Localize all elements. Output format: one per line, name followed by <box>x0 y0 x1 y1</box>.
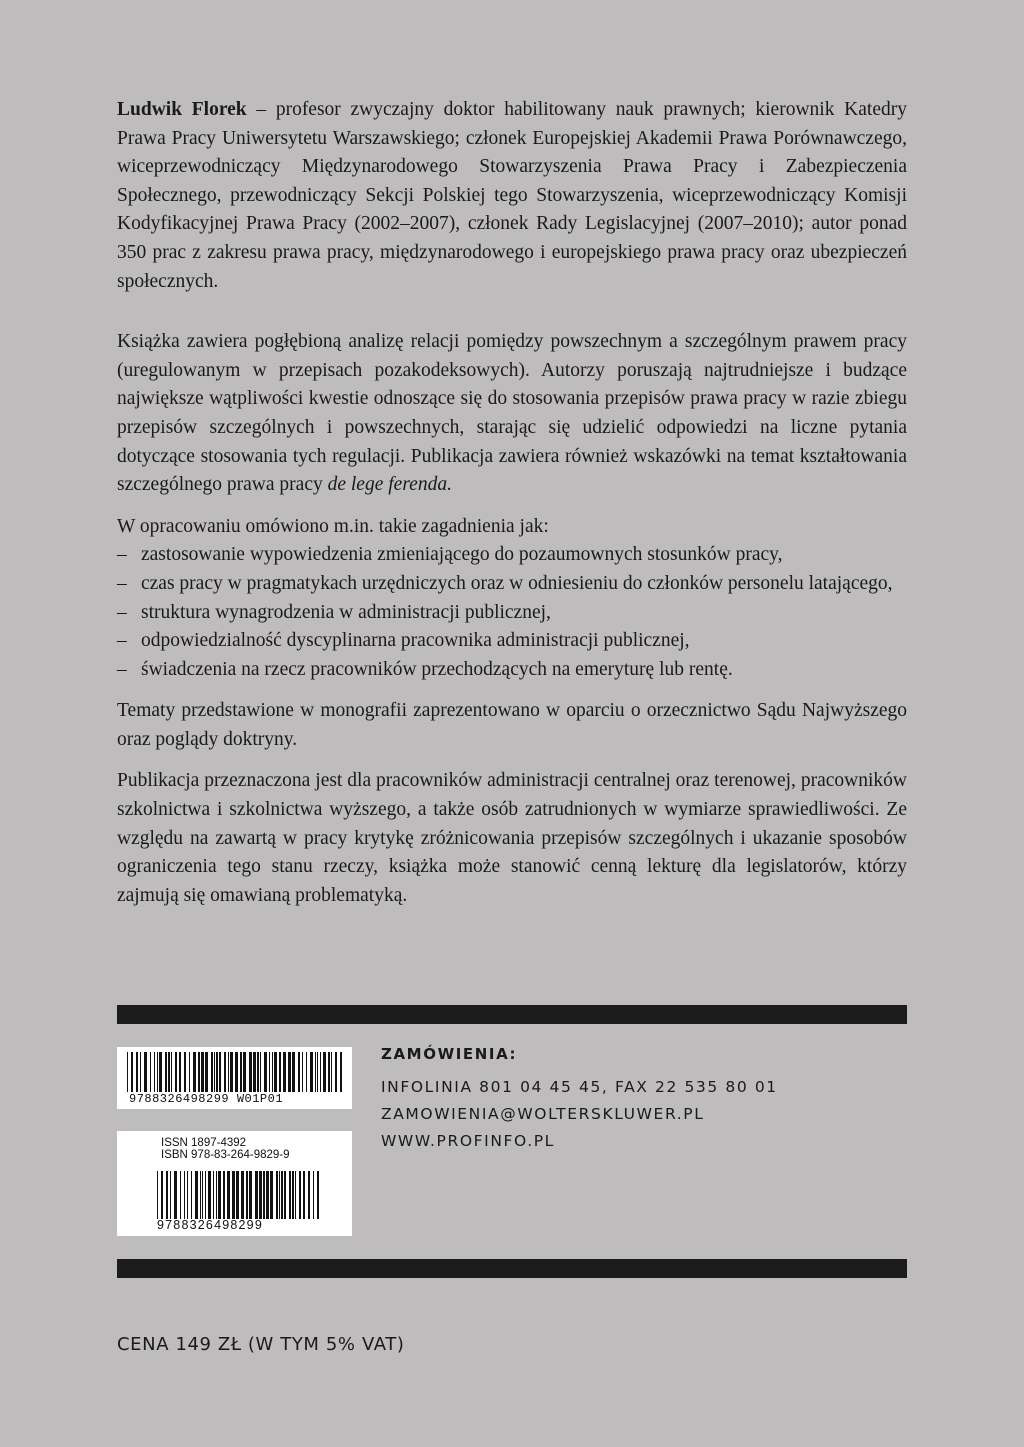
topics-list <box>117 541 907 684</box>
price-label: CENA 149 ZŁ (W TYM 5% VAT) <box>117 1334 405 1355</box>
topic-item: – odpowiedzialność dyscyplinarna pracownika administracji publicznej, <box>117 627 907 656</box>
divider-bar-top <box>117 1005 907 1024</box>
isbn-label: ISBN 978-83-264-9829-9 <box>161 1149 290 1161</box>
topic-item: – świadczenia na rzecz pracowników przechodzących na emeryturę lub rentę. <box>117 656 907 685</box>
topic-item: – czas pracy w pragmatykach urzędniczych oraz w odniesieniu do członków personelu latającego, <box>117 570 907 599</box>
ean-number: 9788326498299 <box>157 1218 263 1232</box>
topic-item: – zastosowanie wypowiedzenia zmieniającego do pozaumownych stosunków pracy, <box>117 541 907 570</box>
audience-paragraph: Publikacja przeznaczona jest dla pracowników administracji centralnej oraz terenowej, pracowników szkolnictwa i szkolnictwa wyższego, a także osób zatrudnionych w wymiarze sprawiedliwości. Ze względu na zawartą w pracy krytykę zróżnicowania przepisów szczególnych i ukazanie sposobów ograniczenia tego stanu rzeczy, książka może stanowić cenną lekturę dla legislatorów, którzy zajmują się omawianą problematyką. <box>117 770 907 906</box>
internal-barcode-number: 9788326498299 W01P01 <box>129 1092 284 1106</box>
topics-lead: W opracowaniu omówiono m.in. takie zagadnienia jak: <box>117 515 549 537</box>
author-bio-text: – profesor zwyczajny doktor habilitowany nauk prawnych; kierownik Katedry Prawa Pracy Uniwersytetu Warszawskiego; członek Europejskiej Akademii Prawa Porównawczego, wiceprzewodniczący Międzynarodowego Stowarzyszenia Prawa Pracy i Zabezpieczenia Społecznego, przewodniczący Sekcji Polskiej tego Stowarzyszenia, wiceprzewodniczący Komisji Kodyfikacyjnej Prawa Pracy (2002–2007), członek Rady Legislacyjnej (2007–2010); autor ponad 350 prac z zakresu prawa pracy, międzynarodowego i europejskiego prawa pracy oraz ubezpieczeń społecznych. <box>117 99 907 292</box>
internal-barcode <box>117 1047 352 1109</box>
topic-item: – struktura wynagrodzenia w administracji publicznej, <box>117 599 907 628</box>
book-description-text: Książka zawiera pogłębioną analizę relacji pomiędzy powszechnym a szczególnym prawem pracy (uregulowanym w przepisach pozakodeksowych). Autorzy poruszają najtrudniejsze i budzące największe wątpliwości kwestie odnoszące się do stosowania przepisów prawa pracy w razie zbiegu przepisów szczególnych i powszechnych, starając się udzielić odpowiedzi na liczne pytania dotyczące stosowania tych regulacji. Publikacja zawiera również wskazówki na temat kształtowania szczególnego prawa pracy <box>117 331 907 496</box>
isbn-barcode <box>117 1131 352 1236</box>
internal-barcode-bars <box>127 1052 342 1092</box>
issn-label: ISSN 1897-4392 <box>161 1137 247 1149</box>
back-cover-text <box>117 96 907 910</box>
ean-barcode-bars <box>157 1171 322 1219</box>
divider-bar-bottom <box>117 1259 907 1278</box>
author-name: Ludwik Florek <box>117 99 247 120</box>
author-bio <box>117 96 907 296</box>
basis-paragraph: Tematy przedstawione w monografii zaprezentowano w oparciu o orzecznictwo Sądu Najwyższego oraz poglądy doktryny. <box>117 700 907 750</box>
orders-website: WWW.PROFINFO.PL <box>381 1132 555 1150</box>
orders-email: ZAMOWIENIA@WOLTERSKLUWER.PL <box>381 1105 705 1123</box>
orders-phone: INFOLINIA 801 04 45 45, FAX 22 535 80 01 <box>381 1078 778 1096</box>
orders-heading: ZAMÓWIENIA: <box>381 1045 518 1063</box>
orders-info <box>381 1045 778 1155</box>
book-description <box>117 328 907 500</box>
book-description-italic: de lege ferenda. <box>327 474 452 496</box>
